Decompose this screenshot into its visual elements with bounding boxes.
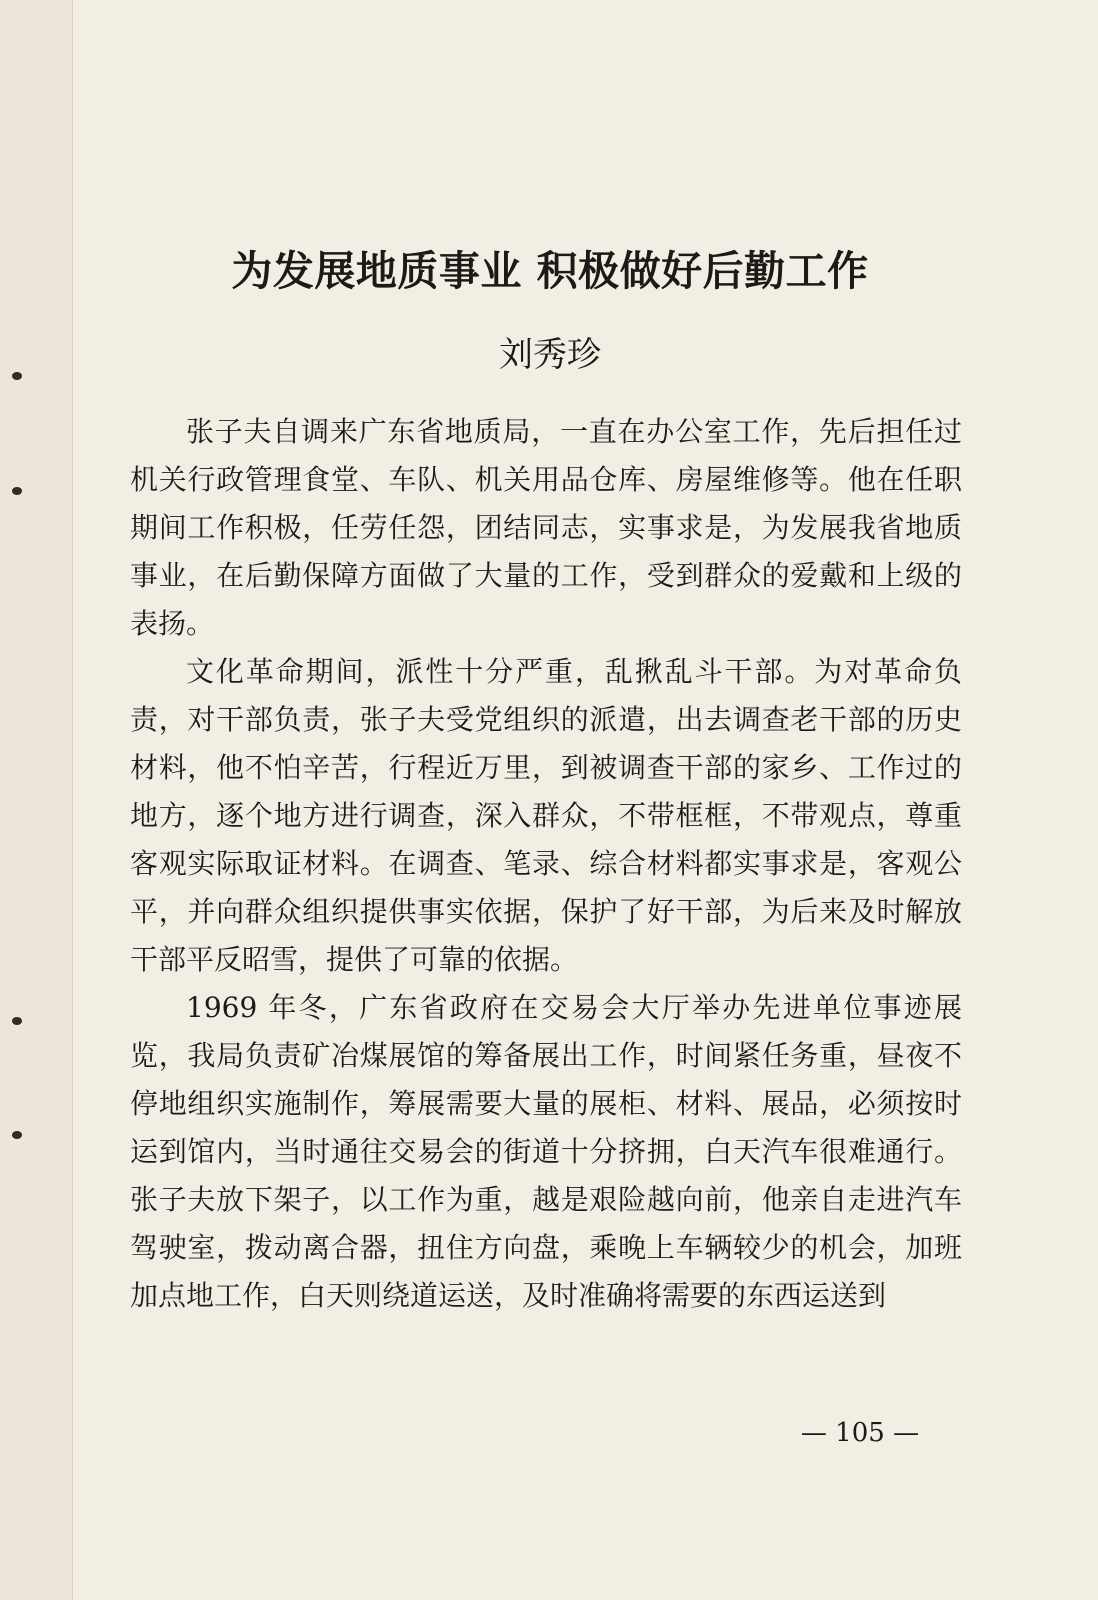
binding-hole bbox=[12, 1131, 22, 1139]
paragraph: 1969 年冬，广东省政府在交易会大厅举办先进单位事迹展览，我局负责矿冶煤展馆的筹备展出工作，时间紧任务重，昼夜不停地组织实施制作，筹展需要大量的展柜、材料、展品，必须按时运到馆内，当时通往交易会的街道十分挤拥，白天汽车很难通行。张子夫放下架子，以工作为重，越是艰险越向前，他亲自走进汽车驾驶室，拨动离合器，扭住方向盘，乘晚上车辆较少的机会，加班加点地工作，白天则绕道运送，及时准确将需要的东西运送到 bbox=[130, 991, 962, 1312]
binding-hole bbox=[12, 372, 22, 380]
binding-gutter bbox=[0, 0, 73, 1600]
page-number: — 105 — bbox=[800, 1418, 920, 1448]
binding-hole bbox=[12, 487, 22, 495]
article-title: 为发展地质事业 积极做好后勤工作 bbox=[231, 247, 869, 295]
article-author: 刘秀珍 bbox=[499, 335, 601, 375]
binding-hole bbox=[12, 1017, 22, 1025]
paragraph: 文化革命期间，派性十分严重，乱揪乱斗干部。为对革命负责，对干部负责，张子夫受党组织的派遣，出去调查老干部的历史材料，他不怕辛苦，行程近万里，到被调查干部的家乡、工作过的地方，逐个地方进行调查，深入群众，不带框框，不带观点，尊重客观实际取证材料。在调查、笔录、综合材料都实事求是，客观公平，并向群众组织提供事实依据，保护了好干部，为后来及时解放干部平反昭雪，提供了可靠的依据。 bbox=[130, 655, 962, 976]
article-body bbox=[130, 408, 962, 1320]
paragraph: 张子夫自调来广东省地质局，一直在办公室工作，先后担任过机关行政管理食堂、车队、机关用品仓库、房屋维修等。他在任职期间工作积极，任劳任怨，团结同志，实事求是，为发展我省地质事业，在后勤保障方面做了大量的工作，受到群众的爱戴和上级的表扬。 bbox=[130, 415, 962, 640]
